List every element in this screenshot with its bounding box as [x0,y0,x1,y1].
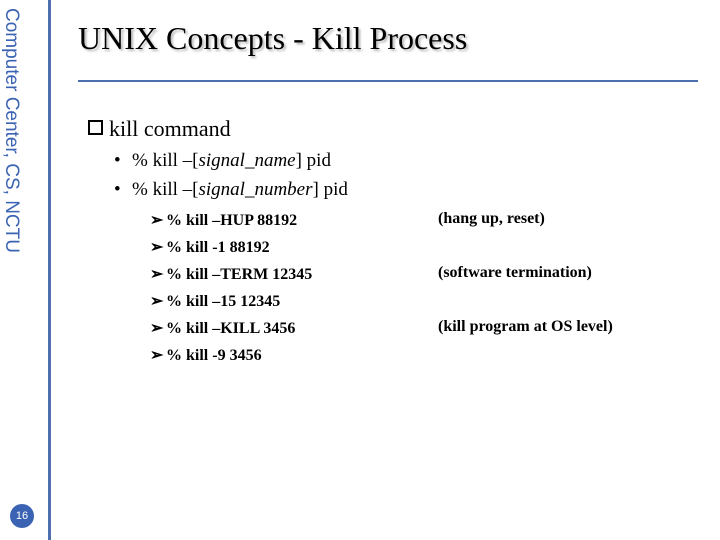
command-note: (software termination) [438,264,592,281]
command-item: ➢ % kill -1 88192 [150,239,270,256]
arrow-bullet-icon: ➢ [150,212,164,229]
command-item: ➢ % kill –TERM 12345 [150,266,313,283]
command-item: ➢ % kill –KILL 3456 [150,320,296,337]
vertical-course-title: Computer Center, CS, NCTU [1,8,22,253]
command-note: (kill program at OS level) [438,318,613,335]
arrow-bullet-icon: ➢ [150,320,164,337]
sidebar [0,0,52,540]
slide-title: UNIX Concepts - Kill Process [78,20,468,56]
sub-bullet-signal-number: • % kill –[signal_number] pid [114,179,348,200]
main-bullet [88,116,231,142]
sub-bullet-signal-name: • % kill –[signal_name] pid [114,150,331,171]
command-item: ➢ % kill –HUP 88192 [150,212,298,229]
arrow-bullet-icon: ➢ [150,239,164,256]
dot-bullet-icon: • [114,179,121,200]
square-bullet-icon [88,120,103,135]
page-number-badge: 16 [10,504,34,528]
command-item: ➢ % kill -9 3456 [150,347,262,364]
arrow-bullet-icon: ➢ [150,347,164,364]
dot-bullet-icon: • [114,150,121,171]
command-note: (hang up, reset) [438,210,545,227]
command-item: ➢ % kill –15 12345 [150,293,281,310]
main-bullet-text: kill command [109,116,231,141]
arrow-bullet-icon: ➢ [150,266,164,283]
title-underline [78,80,698,82]
sidebar-divider [48,0,51,540]
arrow-bullet-icon: ➢ [150,293,164,310]
